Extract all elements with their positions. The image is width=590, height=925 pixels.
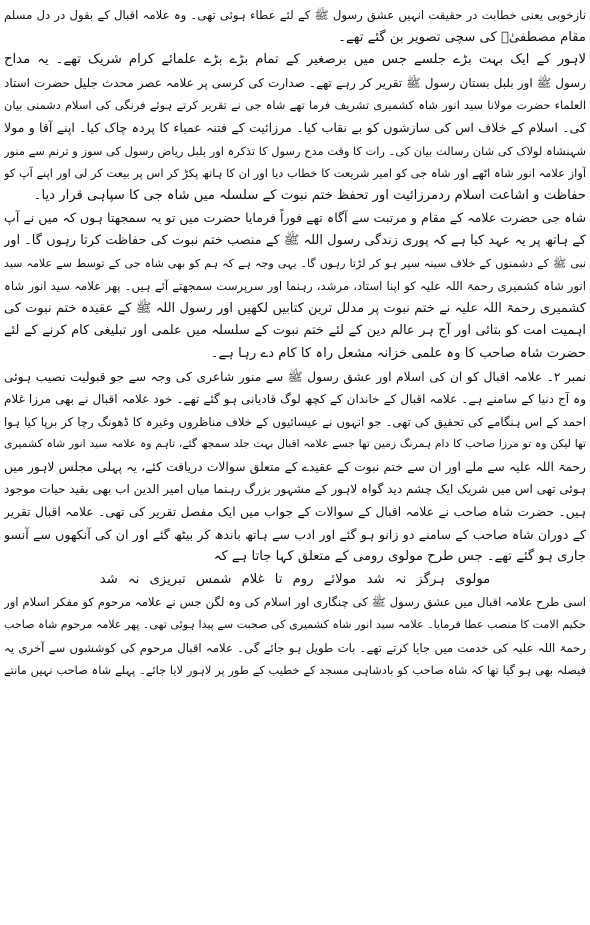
text-line: حکیم الامت کا منصب عطا فرمایا۔ علامہ سید انور شاہ کشمیری کی صحبت سے پیدا ہوئی تھی۔ پھر علامہ مرحوم شاہ صاحب xyxy=(4,618,586,632)
text-line: العلماء حضرت مولانا سید انور شاہ کشمیری تشریف فرما تھے شاہ جی نے تقریر کرتے ہوئے فرنگی کی اسلام دشمنی بیان xyxy=(4,98,586,113)
text-line: نمبر ۲۔ علامہ اقبال کو ان کی اسلام اور عشق رسول ﷺ سے منور شاعری کی وجہ سے جو قبولیت نصیب ہوئی xyxy=(4,369,586,384)
text-line: نبی ﷺ کے دشمنوں کے خلاف سینہ سپر ہو کر لڑتا رہوں گا۔ یہی وجہ ہے کہ ہم کو بھی شاہ جی کے توسط سے علامہ سید xyxy=(4,256,586,270)
text-line: آواز علامہ انور شاہ اٹھے اور شاہ جی کو امیر شریعت کا خطاب دیا اور ان کا ہاتھ پکڑ کر اس پر بیعت کر لی اور اپنے آپ کو xyxy=(4,166,586,181)
text-line: وہ آج دنیا کے سامنے ہے۔ علامہ اقبال کے خاندان کے کچھ لوگ قادیانی ہو گئے تھے۔ خود علامہ اقبال نے بھی مرزا غلام xyxy=(4,392,586,407)
text-line: کے ہاتھ پر یہ عہد کیا ہے کہ پوری زندگی رسول اللہ ﷺ کے منصب ختم نبوت کی حفاظت کرتا رہوں گا۔ اور xyxy=(4,232,586,248)
text-line: ہوئی تھی اس میں شریک ایک چشم دید گواہ لاہور کے مشہور بزرگ رہنما میاں امیر الدین اب بھی بقید حیات موجود xyxy=(4,482,586,497)
text-line: اہمیت امت کو بتائی اور آج ہر عالم دین کے لئے ختم نبوت کے سلسلہ میں علمی اور تبلیغی کام کرنے کے لئے xyxy=(4,323,586,339)
text-line: حضرت شاہ صاحب کا وہ علمی خزانہ مشعل راہ کا کام دے رہا ہے۔ xyxy=(210,345,586,361)
text-line: مقام مصطفیٰؐ کی سچی تصویر بن گئے تھے۔ xyxy=(338,29,586,45)
text-line: ہیں۔ حضرت شاہ صاحب نے علامہ اقبال کے سوالات کے جواب میں ایک مفصل تقریر کی تھی۔ علامہ اقبال تقریر xyxy=(4,505,586,520)
text-line: شاہ جی حضرت علامہ کے مقام و مرتبت سے آگاہ تھے فوراً فرمایا حضرت میں تو یہ سمجھتا ہوں کہ میں نے آپ xyxy=(4,210,586,226)
text-line: اسی طرح علامہ اقبال میں عشق رسول ﷺ کی چنگاری اور اسلام کی وہ لگن جس نے علامہ مرحوم کو مفکر اسلام اور xyxy=(4,595,586,610)
text-line: کے دوران شاہ صاحب کے سامنے دو زانو ہو گئے اور ادب سے ہاتھ باندھ کر بیٹھ گئے اور ان کی آنکھوں سے آنسو xyxy=(4,526,586,542)
text-line: فیصلہ بھی ہو گیا تھا کہ شاہ صاحب کو بادشاہی مسجد کے خطیب کے طور پر لاہور لایا جائے۔ پہلے شاہ صاحب نہیں مانتے xyxy=(4,663,586,678)
urdu-text-page xyxy=(4,4,586,921)
text-line: کی۔ اسلام کے خلاف اس کی سازشوں کو بے نقاب کیا۔ مرزائیت کے فتنہ عمیاء کا پردہ چاک کیا۔ اپنے آقا و مولا xyxy=(4,119,586,135)
text-line: رسول ﷺ اور بلبل بستان رسول ﷺ تقریر کر رہے تھے۔ صدارت کی کرسی پر علامہ عصر محدث جلیل حضرت استاد xyxy=(4,75,586,90)
verse-line: مولوی ہرگز نہ شد مولائے روم تا غلام شمس تبریزی نہ شد xyxy=(99,571,491,587)
text-line: لاہور کے ایک بہت بڑے جلسے جس میں برصغیر کے تمام بڑے بڑے علمائے کرام شریک تھے۔ یہ مداح xyxy=(4,52,586,68)
text-line: احمد کے اس ہنگامے کی تحقیق کی تھی۔ جو انہوں نے عیسائیوں کے خلاف مناظروں وغیرہ کا ڈھونگ رچا کر برپا کیا ہوا xyxy=(4,414,586,429)
text-line: کشمیری رحمۃ اللہ علیہ نے ختم نبوت پر مدلل ترین کتابیں لکھیں اور رسول اللہ ﷺ کے عقیدہ ختم نبوت کی xyxy=(4,300,586,316)
text-line: حفاظت و اشاعت اسلام ردمرزائیت اور تحفظ ختم نبوت کے سلسلہ میں شاہ جی کا سپاہی قرار دیا۔ xyxy=(33,187,586,203)
text-line: رحمۃ اللہ علیہ سے ملے اور ان سے ختم نبوت کے عقیدے کے متعلق سوالات دریافت کئے، یہ پہلی مجلس لاہور میں xyxy=(4,459,586,474)
text-line: نازخوبی یعنی خطابت در حقیقت انہیں عشق رسول ﷺ کے لئے عطاء ہوئی تھی۔ وہ علامہ اقبال کے بقول در دل مسلم xyxy=(4,8,586,22)
text-line: جاری ہو گئے تھے۔ جس طرح مولوی رومی کے متعلق کہا جاتا ہے کہ xyxy=(213,549,586,565)
text-line: شہنشاہ لولاک کی شان رسالت بیان کی۔ رات کا وقت مدح رسول کا تذکرہ اور بلبل ریاض رسول کی سوز و ترنم سے منور xyxy=(4,143,586,158)
text-line: رحمۃ اللہ علیہ کی خدمت میں جایا کرتے تھے۔ بات طویل ہو جائے گی۔ علامہ اقبال مرحوم کی کوششوں سے آخری یہ xyxy=(4,640,586,655)
text-line: تھا لیکن وہ تو مرزا صاحب کا دام ہمرنگ زمین تھا جسے علامہ اقبال بہت جلد سمجھ گئے، تاہم وہ علامہ سید انور شاہ کشمیری xyxy=(4,437,586,451)
text-line: انور شاہ کشمیری رحمۃ اللہ علیہ کو اپنا استاد، مرشد، رہنما اور سرپرست سمجھتے آئے ہیں۔ پھر علامہ سید انور شاہ xyxy=(4,279,586,294)
